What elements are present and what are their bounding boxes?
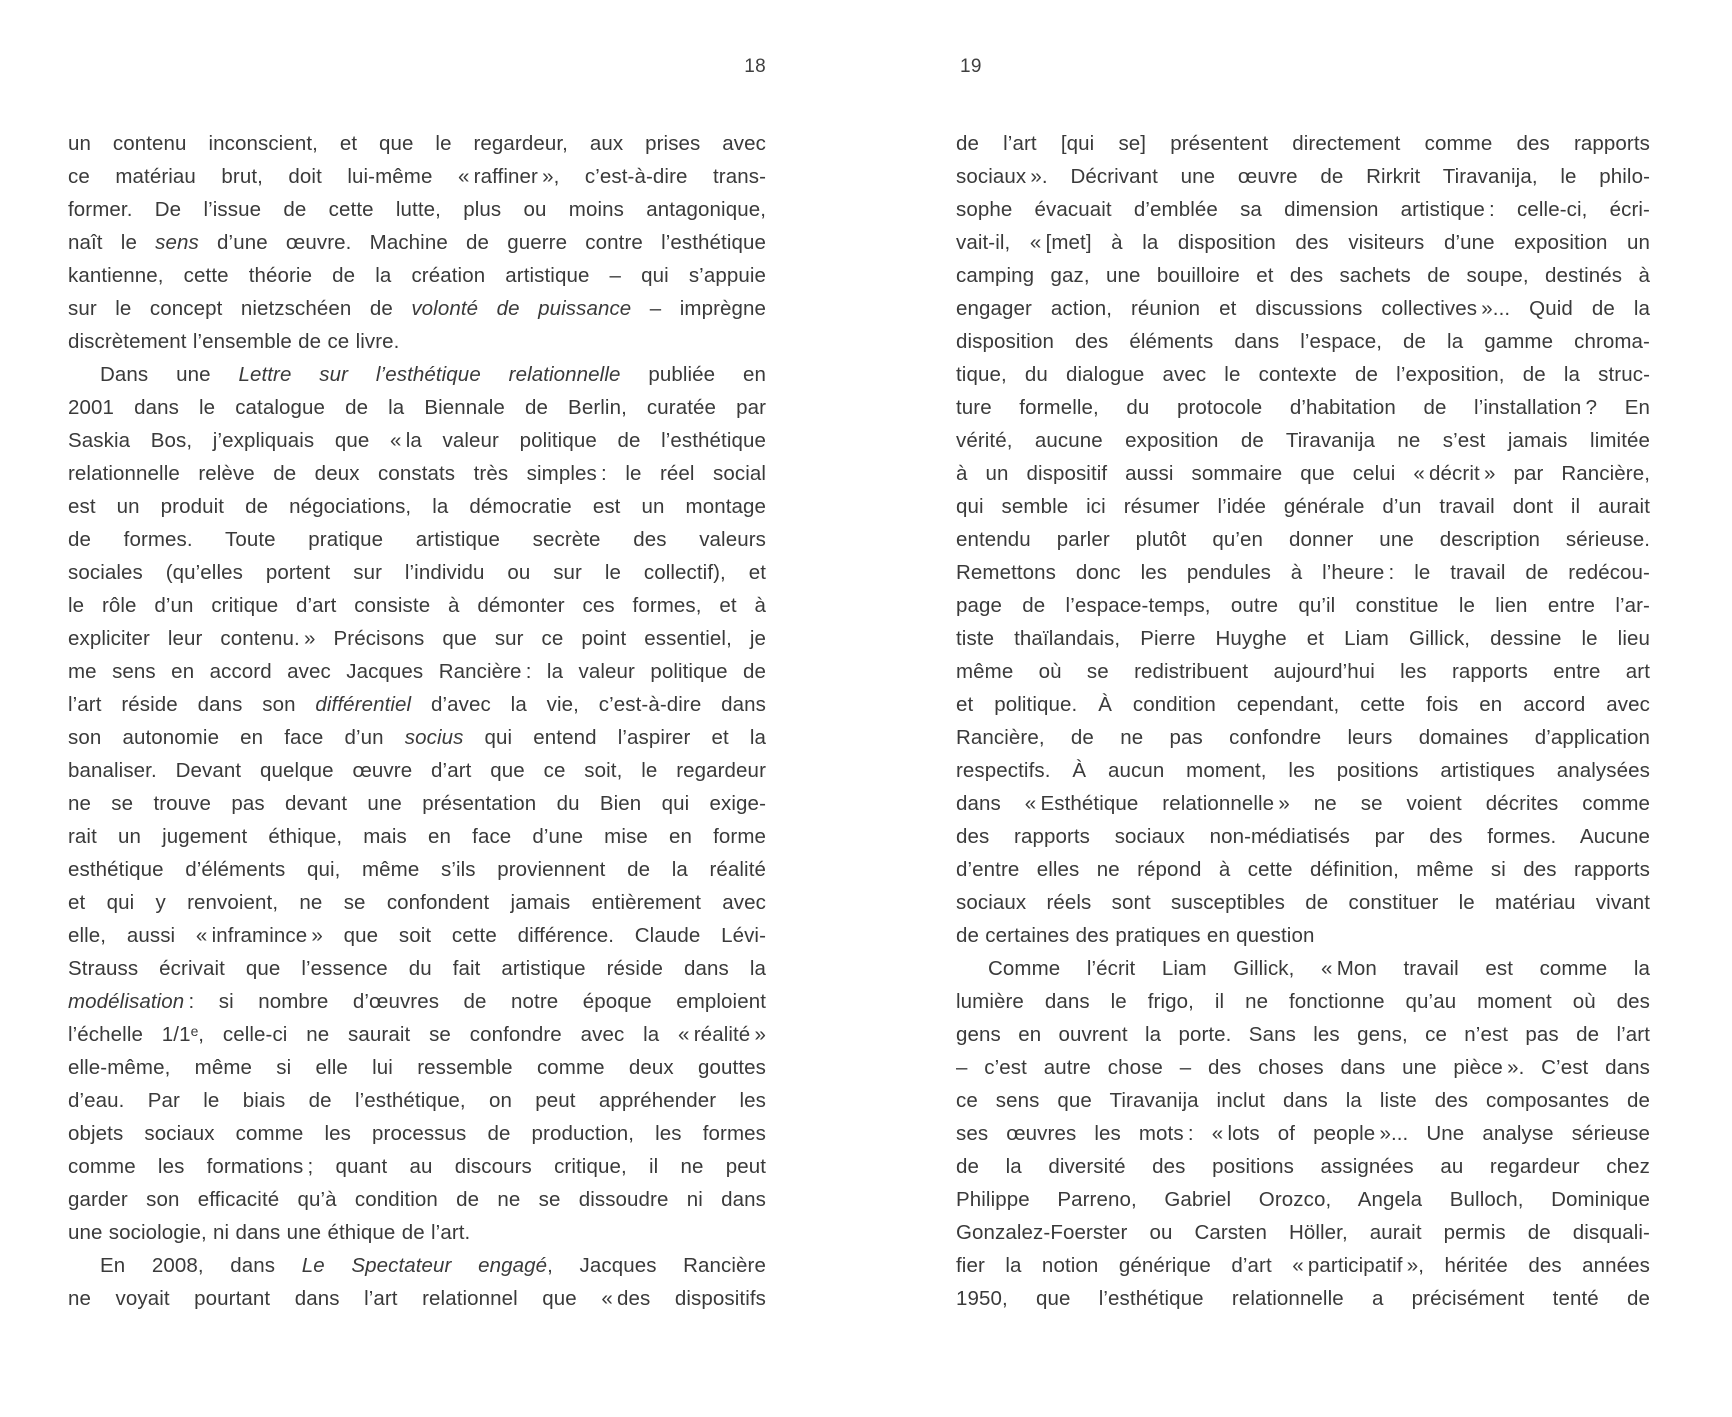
- text-line: disposition des éléments dans l’espace, de la gamme chroma-: [956, 330, 1650, 353]
- text-line: gens en ouvrent la porte. Sans les gens, ce n’est pas de l’art: [956, 1023, 1650, 1046]
- page-18-text-column: [68, 127, 766, 1315]
- text-line: esthétique d’éléments qui, même s’ils proviennent de la réalité: [68, 858, 766, 881]
- text-line: former. De l’issue de cette lutte, plus ou moins antagonique,: [68, 198, 766, 221]
- text-line: kantienne, cette théorie de la création artistique – qui s’appuie: [68, 264, 766, 287]
- text-line: En 2008, dans Le Spectateur engagé, Jacques Rancière: [100, 1254, 766, 1277]
- text-line: expliciter leur contenu. » Précisons que sur ce point essentiel, je: [68, 627, 766, 650]
- text-line: sophe évacuait d’emblée sa dimension artistique : celle-ci, écri-: [956, 198, 1650, 221]
- text-line: l’échelle 1/1ᵉ, celle-ci ne saurait se confondre avec la « réalité »: [68, 1023, 766, 1046]
- text-line: comme les formations ; quant au discours critique, il ne peut: [68, 1155, 766, 1178]
- paragraph: [68, 127, 766, 358]
- text-line: et qui y renvoient, ne se confondent jamais entièrement avec: [68, 891, 766, 914]
- text-line: ne se trouve pas devant une présentation du Bien qui exige-: [68, 792, 766, 815]
- text-line: Saskia Bos, j’expliquais que « la valeur politique de l’esthétique: [68, 429, 766, 452]
- text-line: sociales (qu’elles portent sur l’individu ou sur le collectif), et: [68, 561, 766, 584]
- text-line: l’art réside dans son différentiel d’avec la vie, c’est-à-dire dans: [68, 693, 766, 716]
- text-line: page de l’espace-temps, outre qu’il constitue le lien entre l’ar-: [956, 594, 1650, 617]
- text-line: naît le sens d’une œuvre. Machine de guerre contre l’esthétique: [68, 231, 766, 254]
- text-line: – c’est autre chose – des choses dans une pièce ». C’est dans: [956, 1056, 1650, 1079]
- text-line: à un dispositif aussi sommaire que celui « décrit » par Rancière,: [956, 462, 1650, 485]
- text-line: Rancière, de ne pas confondre leurs domaines d’application: [956, 726, 1650, 749]
- text-line: sociaux ». Décrivant une œuvre de Rirkrit Tiravanija, le philo-: [956, 165, 1650, 188]
- text-line: engager action, réunion et discussions collectives »... Quid de la: [956, 297, 1650, 320]
- text-line: respectifs. À aucun moment, les positions artistiques analysées: [956, 759, 1650, 782]
- text-line: qui semble ici résumer l’idée générale d’un travail dont il aurait: [956, 495, 1650, 518]
- paragraph: [956, 127, 1650, 952]
- text-line: banaliser. Devant quelque œuvre d’art que ce soit, le regardeur: [68, 759, 766, 782]
- text-line: Gonzalez-Foerster ou Carsten Höller, aurait permis de disquali-: [956, 1221, 1650, 1244]
- text-line: camping gaz, une bouilloire et des sachets de soupe, destinés à: [956, 264, 1650, 287]
- text-line: Remettons donc les pendules à l’heure : le travail de redécou-: [956, 561, 1650, 584]
- text-line: elle, aussi « inframince » que soit cette différence. Claude Lévi-: [68, 924, 766, 947]
- text-line: de la diversité des positions assignées au regardeur chez: [956, 1155, 1650, 1178]
- text-line: Philippe Parreno, Gabriel Orozco, Angela Bulloch, Dominique: [956, 1188, 1650, 1211]
- text-line: une sociologie, ni dans une éthique de l’art.: [68, 1221, 471, 1244]
- text-line: est un produit de négociations, la démocratie est un montage: [68, 495, 766, 518]
- text-line: sociaux réels sont susceptibles de constituer le matériau vivant: [956, 891, 1650, 914]
- text-line: Dans une Lettre sur l’esthétique relationnelle publiée en: [100, 363, 766, 386]
- text-line: ce sens que Tiravanija inclut dans la liste des composantes de: [956, 1089, 1650, 1112]
- page-19-text-column: [956, 127, 1650, 1315]
- text-line: 1950, que l’esthétique relationnelle a précisément tenté de: [956, 1287, 1650, 1310]
- page-number-right: 19: [960, 56, 982, 77]
- paragraph: [68, 358, 766, 1249]
- text-line: un contenu inconscient, et que le regardeur, aux prises avec: [68, 132, 766, 155]
- text-line: sur le concept nietzschéen de volonté de puissance – imprègne: [68, 297, 767, 320]
- text-line: modélisation : si nombre d’œuvres de notre époque emploient: [68, 990, 766, 1013]
- text-line: de l’art [qui se] présentent directement comme des rapports: [956, 132, 1650, 155]
- text-line: d’entre elles ne répond à cette définition, même si des rapports: [956, 858, 1650, 881]
- text-line: discrètement l’ensemble de ce livre.: [68, 330, 400, 353]
- text-line: entendu parler plutôt qu’en donner une description sérieuse.: [956, 528, 1650, 551]
- text-line: et politique. À condition cependant, cette fois en accord avec: [956, 693, 1650, 716]
- text-line: vérité, aucune exposition de Tiravanija ne s’est jamais limitée: [956, 429, 1650, 452]
- text-line: fier la notion générique d’art « participatif », héritée des années: [956, 1254, 1650, 1277]
- text-line: lumière dans le frigo, il ne fonctionne qu’au moment où des: [956, 990, 1650, 1013]
- paragraph: [68, 1249, 766, 1315]
- text-line: ce matériau brut, doit lui-même « raffiner », c’est-à-dire trans-: [68, 165, 766, 188]
- text-line: ture formelle, du protocole d’habitation de l’installation ? En: [956, 396, 1650, 419]
- text-line: son autonomie en face d’un socius qui entend l’aspirer et la: [68, 726, 766, 749]
- text-line: rait un jugement éthique, mais en face d’une mise en forme: [68, 825, 766, 848]
- text-line: de certaines des pratiques en question: [956, 924, 1315, 947]
- page-number-left: 18: [744, 56, 766, 77]
- text-line: me sens en accord avec Jacques Rancière : la valeur politique de: [68, 660, 766, 683]
- text-line: dans « Esthétique relationnelle » ne se voient décrites comme: [956, 792, 1650, 815]
- text-line: de formes. Toute pratique artistique secrète des valeurs: [68, 528, 766, 551]
- text-line: 2001 dans le catalogue de la Biennale de Berlin, curatée par: [68, 396, 766, 419]
- text-line: objets sociaux comme les processus de production, les formes: [68, 1122, 766, 1145]
- text-line: ne voyait pourtant dans l’art relationnel que « des dispositifs: [68, 1287, 766, 1310]
- text-line: Comme l’écrit Liam Gillick, « Mon travail est comme la: [988, 957, 1650, 980]
- text-line: d’eau. Par le biais de l’esthétique, on peut appréhender les: [68, 1089, 766, 1112]
- text-line: le rôle d’un critique d’art consiste à démonter ces formes, et à: [68, 594, 766, 617]
- text-line: même où se redistribuent aujourd’hui les rapports entre art: [956, 660, 1650, 683]
- text-line: tiste thaïlandais, Pierre Huyghe et Liam Gillick, dessine le lieu: [956, 627, 1650, 650]
- text-line: ses œuvres les mots : « lots of people »... Une analyse sérieuse: [956, 1122, 1650, 1145]
- text-line: elle-même, même si elle lui ressemble comme deux gouttes: [68, 1056, 766, 1079]
- text-line: Strauss écrivait que l’essence du fait artistique réside dans la: [68, 957, 766, 980]
- paragraph: [956, 952, 1650, 1315]
- text-line: tique, du dialogue avec le contexte de l’exposition, de la struc-: [956, 363, 1650, 386]
- text-line: garder son efficacité qu’à condition de ne se dissoudre ni dans: [68, 1188, 766, 1211]
- text-line: vait-il, « [met] à la disposition des visiteurs d’une exposition un: [956, 231, 1650, 254]
- text-line: des rapports sociaux non-médiatisés par des formes. Aucune: [956, 825, 1650, 848]
- text-line: relationnelle relève de deux constats très simples : le réel social: [68, 462, 766, 485]
